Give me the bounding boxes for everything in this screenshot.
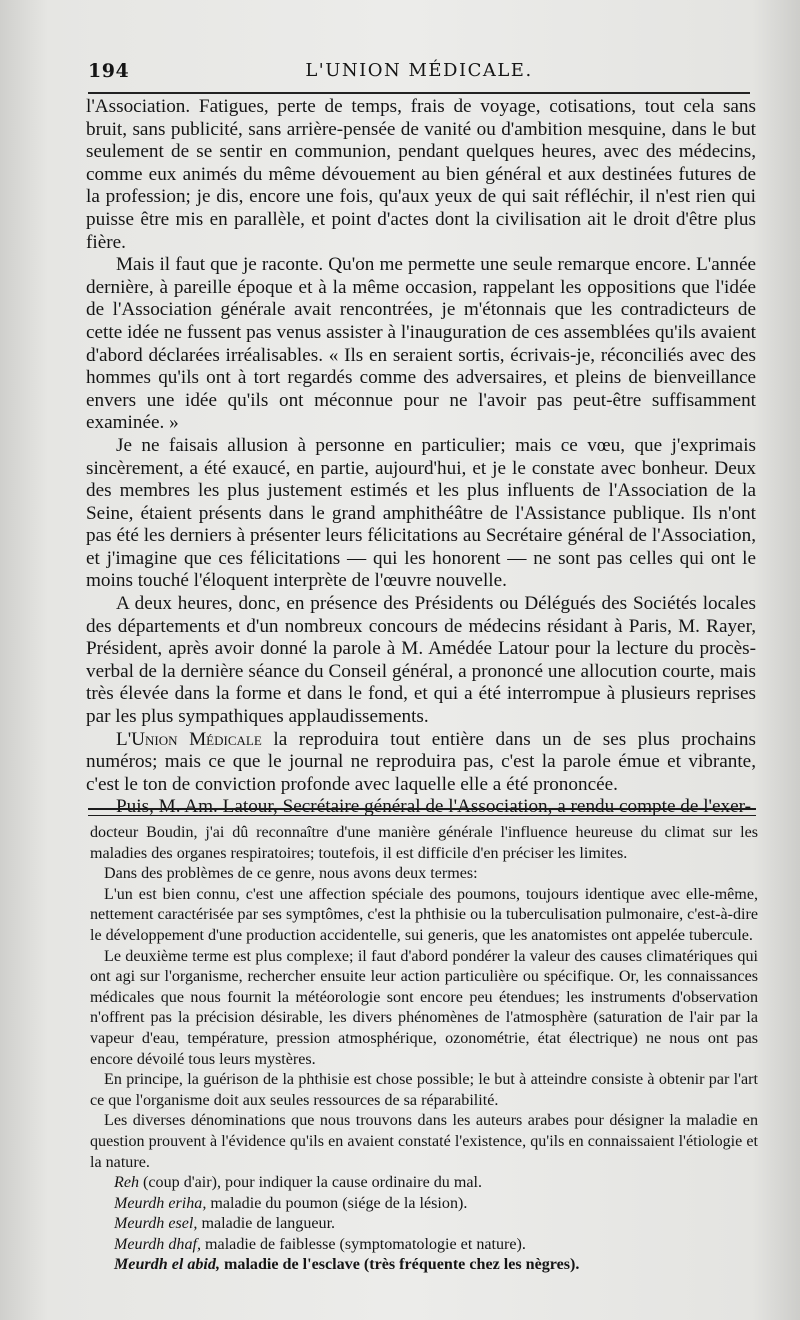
- page-header: [88, 60, 750, 88]
- arabic-term-definition: maladie de faiblesse (symptomatologie et nature).: [201, 1235, 526, 1253]
- footnote-paragraph: Dans des problèmes de ce genre, nous avons deux termes:: [104, 865, 478, 883]
- arabic-term: [90, 1173, 758, 1194]
- main-text: [86, 96, 756, 819]
- page-number: 194: [88, 60, 130, 82]
- arabic-term-definition: (coup d'air), pour indiquer la cause ordinaire du mal.: [139, 1174, 483, 1192]
- arabic-term: [90, 1255, 758, 1276]
- arabic-term-name: Reh: [114, 1174, 140, 1192]
- arabic-term-definition: maladie de langueur.: [197, 1215, 336, 1233]
- arabic-term-name: Meurdh el abid,: [114, 1256, 220, 1274]
- footnote-paragraph: En principe, la guérison de la phthisie est chose possible; le but à atteindre consiste à obtenir par l'art ce que l'organisme doit aux seules ressources de sa réparabilité.: [90, 1071, 758, 1109]
- arabic-term: [90, 1214, 758, 1235]
- arabic-term-name: Meurdh esel,: [114, 1215, 198, 1233]
- arabic-term-name: Meurdh dhaf,: [114, 1235, 202, 1253]
- footnote-paragraph: Les diverses dénominations que nous trouvons dans les auteurs arabes pour désigner la maladie en question prouvent à l'évidence qu'ils en avaient constaté l'existence, qu'ils en connaissaient l'étiologie et la nature.: [90, 1112, 758, 1171]
- footnote-paragraph: Le deuxième terme est plus complexe; il faut d'abord pondérer la valeur des causes climatériques qui ont agi sur l'organisme, rechercher ensuite leur action particulière ou spécifique. Or, les connaissances médicales que nous fournit la météorologie sont encore peu étendues; les instruments d'observation n'offrent pas la précision désirable, les divers phénomènes de l'atmosphère (saturation de l'air par la vapeur d'eau, température, pression atmosphérique, ozonométrie, état électrique) ne nous ont pas encore dévoilé tous leurs mystères.: [90, 947, 758, 1068]
- arabic-term-definition: maladie du poumon (siége de la lésion).: [206, 1194, 468, 1212]
- arabic-term-name: Meurdh eriha,: [114, 1194, 207, 1212]
- footnote: [90, 823, 758, 1276]
- header-rule: [88, 92, 750, 94]
- body-paragraph: A deux heures, donc, en présence des Présidents ou Délégués des Sociétés locales des départements et d'un nombreux concours de médecins résidant à Paris, M. Rayer, Président, après avoir donné la parole à M. Amédée Latour pour la lecture du procès-verbal de la dernière séance du Conseil général, a prononcé une allocution courte, mais très élevée dans la forme et dans le fond, et qui a été interrompue à plusieurs reprises par les plus sympathiques applaudissements.: [86, 593, 756, 728]
- body-paragraph: Puis, M. Am. Latour, Secrétaire général de l'Association, a rendu compte de l'exer-: [116, 796, 752, 818]
- running-title: L'UNION MÉDICALE.: [305, 60, 533, 81]
- body-paragraph: Mais il faut que je raconte. Qu'on me permette une seule remarque encore. L'année dernière, à pareille époque et à la même occasion, rappelant les oppositions que l'idée de l'Association générale avait rencontrées, je m'étonnais que les contradicteurs de cette idée ne fussent pas venus assister à l'inauguration de ces assemblées qu'ils avaient d'abord déclarées irréalisables. « Ils en seraient sortis, écrivais-je, réconciliés avec des hommes qu'ils ont à tort regardés comme des adversaires, et pleins de bienveillance envers une idée qu'ils ont méconnue pour ne l'avoir pas peut-être suffisamment examinée. »: [86, 254, 756, 434]
- journal-name: L'Union Médicale: [116, 728, 262, 750]
- body-paragraph: [86, 729, 756, 797]
- arabic-term: [90, 1194, 758, 1215]
- arabic-term: [90, 1235, 758, 1256]
- body-paragraph: Je ne faisais allusion à personne en particulier; mais ce vœu, que j'exprimais sincèrement, a été exaucé, en partie, aujourd'hui, et je le constate avec bonheur. Deux des membres les plus justement estimés et les plus influents de l'Association de la Seine, étaient présents dans le grand amphithéâtre de l'Assistance publique. Ils n'ont pas été les derniers à présenter leurs félicitations au Secrétaire général de l'Association, et j'imagine que ces félicitations — qui les honorent — ne sont pas celles qui ont le moins touché l'éloquent interprète de l'œuvre nouvelle.: [86, 434, 756, 592]
- footnote-separator: [88, 808, 756, 816]
- footnote-paragraph: docteur Boudin, j'ai dû reconnaître d'une manière générale l'influence heureuse du climat sur les maladies des organes respiratoires; toutefois, il est difficile d'en préciser les limites.: [90, 824, 758, 862]
- body-paragraph: l'Association. Fatigues, perte de temps, frais de voyage, cotisations, tout cela sans bruit, sans publicité, sans arrière-pensée de vanité ou d'ambition mesquine, dans le but seulement de se sentir en communion, pendant quelques heures, avec des médecins, comme eux animés du même dévouement au bien général et aux destinées futures de la profession; je dis, encore une fois, qu'aux yeux de qui sait réfléchir, il n'est rien qui puisse être mis en parallèle, et point d'actes dont la civilisation ait le droit d'être plus fière.: [86, 96, 756, 253]
- footnote-paragraph: L'un est bien connu, c'est une affection spéciale des poumons, toujours identique avec elle-même, nettement caractérisée par ses symptômes, c'est la phthisie ou la tuberculisation pulmonaire, c'est-à-dire le développement d'une production accidentelle, sui generis, que les anatomistes ont appelée tubercule.: [90, 885, 758, 944]
- arabic-term-definition: maladie de l'esclave (très fréquente chez les nègres).: [219, 1256, 580, 1274]
- body-paragraph-text: la reproduira tout entière dans un de ses plus prochains numéros; mais ce que le journal ne reproduira pas, c'est la parole émue et vibrante, c'est le ton de conviction profonde avec laquelle elle a été prononcée.: [86, 728, 756, 795]
